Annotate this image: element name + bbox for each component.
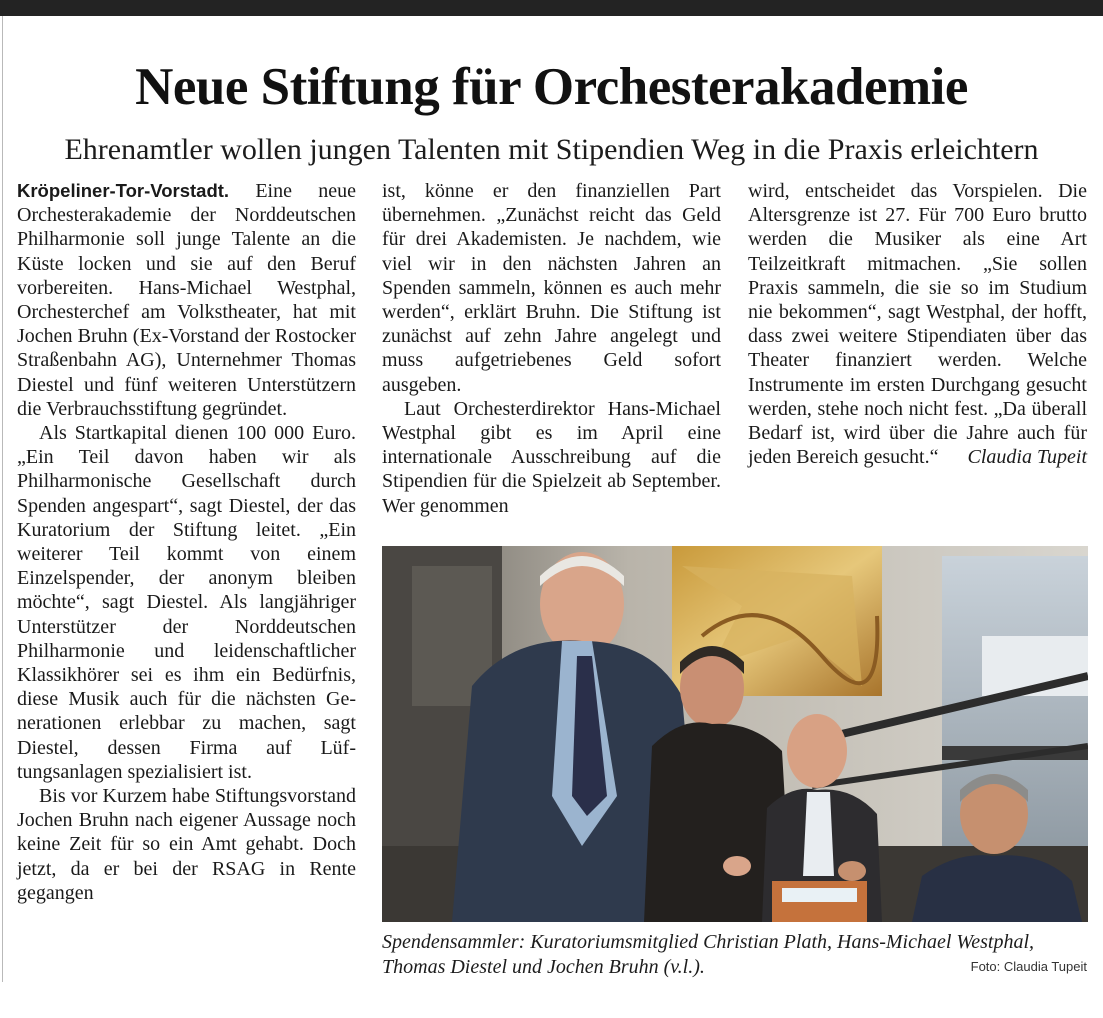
article-photo — [382, 546, 1088, 922]
text-column-3 — [748, 179, 1087, 469]
paragraph-5: Laut Orchesterdirektor Hans-Michael Westphal gibt es im April eine internationale Ausschreibung auf die Stipendien für die Spielzeit ab September. Wer genommen — [382, 397, 721, 517]
paragraph-1 — [17, 179, 356, 421]
photo-credit: Foto: Claudia Tupeit — [970, 959, 1087, 974]
paragraph-2: Als Startkapital dienen 100 000 Euro. „Ein Teil davon haben wir als Philharmonische Gesellschaft durch Spenden angespart“, sagt Diestel, der das Kuratorium der Stiftung leitet. „Ein weiterer Teil kommt von einem Einzelspender, der anonym bleiben möchte“, sagt Diestel. Als langjähriger Unterstützer der Norddeutschen Philharmonie und leidenschaftlicher Klassikhörer sei es ihm ein Bedürfnis, diese Musik auch für die nächsten Generationen erlebbar zu machen, sagt Diestel, dessen Firma auf Lüftungsanlagen spezialisiert ist. — [17, 422, 356, 783]
text-column-2 — [382, 179, 721, 518]
paragraph-4: ist, könne er den finanziellen Part übernehmen. „Zunächst reicht das Geld für drei Akademisten. Je nachdem, wie viel wir in den nächsten Jahren an Spenden sammeln, können es auch mehr werden“, erklärt Bruhn. Die Stiftung ist zunächst auf zehn Jahre angelegt und muss aufgetriebenes Geld sofort ausgeben. — [382, 180, 721, 396]
text-column-1 — [17, 179, 356, 905]
photo-caption: Spendensammler: Kuratoriumsmitglied Christian Plath, Hans-Michael Westphal, Thomas Diestel und Jochen Bruhn (v.l.). — [382, 931, 1035, 978]
page-top-bar — [0, 0, 1103, 16]
photo-illustration — [382, 546, 1088, 922]
article-headline: Neue Stiftung für Orchesterakademie — [135, 58, 968, 116]
paragraph-3: Bis vor Kurzem habe Stiftungsvorstand Jochen Bruhn nach eigener Aussage noch keine Zeit für so ein Amt gehabt. Doch jetzt, da er bei der RSAG in Rente gegangen — [17, 785, 356, 904]
dateline: Kröpeliner-Tor-Vorstadt. — [17, 180, 230, 201]
paragraph-1-text: Eine neue Orchesterakademie der Norddeutschen Philharmonie soll junge Talente an die Küste locken und sie auf den Beruf vorbereiten. Hans-Michael Westphal, Orchesterchef am Volkstheater, hat mit Jochen Bruhn (Ex-Vorstand der Rostocker Straßenbahn AG), Unternehmer Thomas Diestel und fünf weiteren Unterstützern die Verbrauchsstiftung gegründet. — [17, 180, 357, 420]
article-subheadline: Ehrenamtler wollen jungen Talenten mit Stipendien Weg in die Praxis erleichtern — [64, 133, 1039, 166]
author-byline: Claudia Tupeit — [967, 446, 1087, 469]
paragraph-6 — [748, 179, 1087, 469]
paragraph-6-text: wird, entscheidet das Vorspielen. Die Altersgrenze ist 27. Für 700 Euro brutto werden die Musiker als eine Art Teilzeitkraft mitmachen. „Sie sollen Praxis sammeln, die sie so im Studium nie bekommen“, sagt Westphal, der hofft, dass zwei weitere Stipendiaten über das Theater finanziert werden. Welche Instrumente im ersten Durchgang gesucht werden, stehe noch nicht fest. „Da überall Bedarf ist, wird über die Jahre auch für jeden Bereich gesucht.“ — [748, 180, 1087, 469]
